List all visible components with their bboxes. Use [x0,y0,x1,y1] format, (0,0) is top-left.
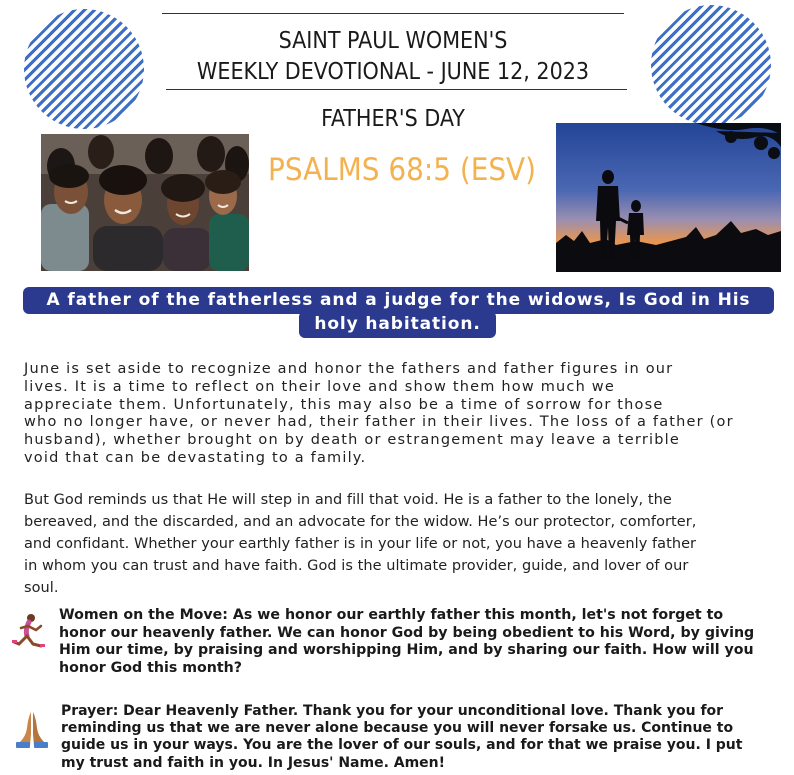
prayer-line: my trust and faith in you. In Jesus' Name. Amen! [61,754,446,771]
header-top-rule [162,13,624,14]
paragraph-line: lives. It is a time to reflect on their love and show them how much we [24,378,615,395]
praying-hands-icon [14,710,50,748]
move-line: honor God this month? [59,659,242,676]
page-subtitle: FATHER'S DAY [321,106,465,132]
women-on-the-move-section [59,607,789,677]
paragraph-line: soul. [24,580,59,596]
header-title-line2: WEEKLY DEVOTIONAL - JUNE 12, 2023 [196,59,590,85]
paragraph-line: husband), whether brought on by death or estrangement may leave a terrible [24,432,680,449]
sunset-silhouette-illustration [556,123,781,272]
decorative-striped-circle-right [651,5,771,125]
paragraph-line: bereaved, and the discarded, and an advocate for the widow. He’s our protector, comforter, [24,514,697,530]
prayer-line: Prayer: Dear Heavenly Father. Thank you for your unconditional love. Thank you for [61,703,724,719]
header-underline-rule [166,89,627,90]
prayer-section [61,703,791,772]
photo-group-of-women [41,134,249,271]
paragraph-line: and confidant. Whether your earthly father is in your life or not, you have a heavenly father [24,536,697,552]
prayer-line: reminding us that we are never alone because you will never forsake us. Continue to [61,720,734,737]
move-line: Him our time, by praising and worshipping Him, and by sharing our faith. How will you [59,642,754,658]
move-line: honor our heavenly father. We can honor God by being obedient to his Word, by giving [59,624,755,641]
verse-reference: PSALMS 68:5 (ESV) [268,152,536,188]
paragraph-line: appreciate them. Unfortunately, this may also be a time of sorrow for those [24,396,664,413]
decorative-striped-circle-left [24,9,144,129]
paragraph-line: June is set aside to recognize and honor the fathers and father figures in our [24,361,674,377]
paragraph-line: void that can be devastating to a family. [24,449,367,466]
intro-paragraph [24,361,784,468]
paragraph-line: who no longer have, or never had, their father in their lives. The loss of a father (or [24,414,734,431]
paragraph-line: But God reminds us that He will step in and fill that void. He is a father to the lonely, the [24,492,672,508]
woman-running-icon [11,612,47,654]
photo-father-daughter-sunset [556,123,781,272]
verse-text-line1: A father of the fatherless and a judge for the widows, Is God in His [23,287,774,314]
header-title-line1: SAINT PAUL WOMEN'S [278,28,508,54]
women-photo-illustration [41,134,249,271]
paragraph-line: in whom you can trust and have faith. God is the ultimate provider, guide, and lover of our [24,558,689,574]
reflection-paragraph [24,489,784,599]
verse-text-line2: holy habitation. [299,311,496,338]
move-line: Women on the Move: As we honor our earthly father this month, let's not forget to [59,607,724,623]
prayer-line: guide us in your ways. You are the lover of our souls, and for that we praise you. I put [61,737,743,754]
